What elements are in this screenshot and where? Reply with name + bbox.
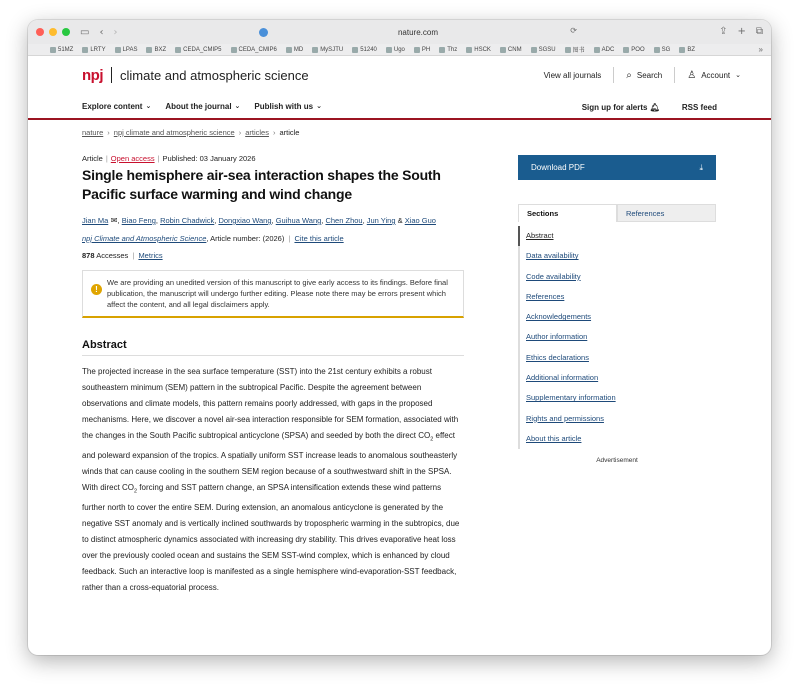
author-list: Jian Ma ✉, Biao Feng, Robin Chadwick, Dongxiao Wang, Guihua Wang, Chen Zhou, Jun Ying & Xiao Guo — [82, 216, 436, 225]
bookmark-favicon-icon — [565, 47, 571, 53]
sidebar-toggle-icon[interactable]: ▭ — [80, 26, 90, 38]
bookmark-favicon-icon — [175, 47, 181, 53]
section-link[interactable]: Abstract — [518, 226, 716, 246]
author-link[interactable]: Biao Feng — [121, 216, 156, 225]
address-bar-url: nature.com — [397, 27, 439, 37]
view-all-journals-link[interactable]: View all journals — [543, 70, 602, 80]
bookmark-label: MySJTU — [320, 46, 344, 53]
download-pdf-button[interactable] — [518, 155, 716, 180]
sections-list — [518, 226, 716, 449]
bookmark-item[interactable] — [175, 47, 221, 53]
section-link[interactable]: References — [526, 291, 565, 301]
article-title: Single hemisphere air-sea interaction shapes the South Pacific surface warming and wind change — [82, 167, 441, 202]
bookmark-label: MD — [293, 46, 304, 53]
bookmark-label: PH — [421, 46, 431, 53]
author-link[interactable]: Dongxiao Wang — [218, 216, 272, 225]
bookmark-label: CNM — [507, 46, 522, 53]
breadcrumb-articles[interactable]: articles — [245, 128, 269, 137]
bookmark-favicon-icon — [654, 47, 660, 53]
bookmark-item[interactable] — [500, 47, 522, 53]
section-link[interactable]: Rights and permissions — [526, 413, 604, 423]
bookmark-label: BZ — [687, 46, 695, 53]
header-divider — [674, 67, 675, 83]
bookmark-item[interactable] — [531, 47, 556, 53]
section-link[interactable]: Ethics declarations — [526, 352, 589, 362]
nav-about-label: About the journal — [165, 101, 232, 111]
bookmark-favicon-icon — [531, 47, 537, 53]
section-link[interactable]: Author information — [526, 332, 588, 342]
bookmark-favicon-icon — [466, 47, 472, 53]
metrics-divider: | — [132, 251, 135, 260]
address-bar[interactable] — [253, 24, 583, 40]
bookmark-favicon-icon — [115, 47, 121, 53]
alerts-label: Sign up for alerts — [581, 103, 648, 112]
back-icon[interactable]: ‹ — [99, 26, 104, 38]
browser-titlebar — [28, 20, 771, 44]
nav-explore-label: Explore content — [82, 101, 143, 111]
breadcrumb-separator: › — [272, 128, 276, 137]
shield-icon — [259, 28, 268, 37]
bookmarks-overflow-icon[interactable]: » — [758, 45, 763, 54]
abstract-part-3: forcing and SST pattern change, an SPSA intensification extends these wind patterns further north to cover the entire SEM. During extension, an anomalous anticyclone is generated by the negative SST anomaly and is vertically inclined southwards by tropospheric warming in the subtropics, due to distinct atmospheric dynamics associated with increasing dry stability. This drives evaporative heat loss over the previously cooled ocean and sustains the SEM SST-wind complex, which is enhanced by cloud feedback. Such an interactive loop is manifested as a single hemisphere wind-evaporation-SST feedback, rather than a cross-equatorial process. — [82, 482, 460, 592]
published-date: Published: 03 January 2026 — [162, 154, 256, 163]
bookmark-favicon-icon — [500, 47, 506, 53]
bookmark-label: SG — [661, 46, 671, 53]
breadcrumb-journal[interactable]: npj climate and atmospheric science — [113, 128, 235, 137]
article-metrics — [82, 251, 464, 260]
site-header — [28, 56, 771, 94]
bookmark-label: 图书 — [572, 48, 585, 54]
bookmark-favicon-icon — [82, 47, 88, 53]
browser-toolbar-right — [719, 26, 763, 37]
breadcrumb-separator: › — [107, 128, 110, 137]
download-icon: ⤓ — [699, 162, 703, 172]
bookmark-item[interactable] — [82, 47, 105, 53]
sections-tabs — [518, 204, 716, 222]
bookmark-label: CEDA_CMIP6 — [238, 46, 277, 53]
sign-up-alerts-link[interactable] — [582, 103, 660, 112]
section-link[interactable]: Supplementary information — [526, 393, 616, 403]
citation-line — [82, 234, 464, 243]
bookmark-item[interactable] — [466, 47, 491, 53]
bookmark-item[interactable] — [594, 47, 615, 53]
search-icon: ⌕ — [626, 69, 632, 81]
header-actions — [544, 67, 741, 83]
bookmark-item[interactable] — [439, 47, 457, 53]
forward-icon[interactable]: › — [113, 26, 118, 38]
bookmark-label: 51240 — [360, 46, 377, 53]
cite-divider: | — [288, 234, 291, 243]
chevron-down-icon: ⌄ — [316, 102, 322, 110]
breadcrumb-separator: › — [238, 128, 242, 137]
nav-right — [582, 103, 717, 112]
nav-publish-with-us[interactable] — [254, 102, 322, 111]
bookmark-label: LRTY — [90, 46, 106, 53]
account-label: Account — [701, 70, 731, 80]
chevron-down-icon: ⌄ — [735, 71, 741, 79]
accesses-count: 878 — [82, 251, 95, 260]
author-link[interactable]: Guihua Wang — [275, 216, 322, 225]
npj-logo[interactable]: npj — [82, 66, 103, 84]
rss-feed-link[interactable]: RSS feed — [681, 103, 717, 112]
nav-explore-content[interactable] — [82, 102, 151, 111]
search-button[interactable] — [626, 70, 662, 81]
bookmark-label: BXZ — [154, 46, 167, 53]
bookmark-item[interactable] — [312, 47, 343, 53]
bookmark-label: CEDA_CMIP5 — [183, 46, 222, 53]
journal-name[interactable]: climate and atmospheric science — [120, 67, 309, 83]
bookmark-item[interactable] — [654, 47, 671, 53]
bookmark-label: ADC — [601, 46, 615, 53]
warning-icon: ! — [91, 284, 102, 295]
bookmark-favicon-icon — [231, 47, 237, 53]
advertisement-label: Advertisement — [596, 457, 638, 465]
bookmark-label: HSCK — [474, 46, 491, 53]
article-type: Article — [82, 154, 103, 163]
bookmark-item[interactable] — [231, 47, 277, 53]
bookmark-label: LPAS — [122, 46, 138, 53]
bookmark-item[interactable] — [679, 47, 695, 53]
search-label: Search — [636, 70, 663, 80]
abstract-text — [82, 364, 464, 596]
article-sidebar — [518, 155, 716, 464]
bookmark-label: POO — [631, 46, 645, 53]
tab-overview-icon[interactable]: ⧉ — [755, 26, 763, 37]
author-link[interactable]: Chen Zhou — [325, 216, 363, 225]
accesses-label: Accesses — [96, 251, 129, 260]
minimize-window-button[interactable] — [49, 28, 57, 36]
bookmark-label: Ugo — [393, 46, 405, 53]
breadcrumb-home[interactable]: nature — [82, 128, 104, 137]
author-link[interactable]: Xiao Guo — [404, 216, 436, 225]
section-link[interactable]: Data availability — [526, 251, 579, 261]
bookmark-item[interactable] — [565, 45, 585, 54]
reload-icon[interactable]: ⟳ — [570, 26, 577, 35]
co2-subscript: 2 — [430, 436, 434, 443]
early-access-notice — [82, 270, 464, 318]
close-window-button[interactable] — [36, 28, 44, 36]
main-nav — [28, 94, 771, 120]
bookmark-favicon-icon — [594, 47, 600, 53]
bookmark-label: Thz — [447, 46, 458, 53]
author-link[interactable]: Robin Chadwick — [160, 216, 215, 225]
section-link[interactable]: Additional information — [526, 373, 599, 383]
metrics-link[interactable]: Metrics — [138, 251, 163, 260]
bookmark-favicon-icon — [679, 47, 685, 53]
notice-text: We are providing an unedited version of this manuscript to give early access to its findings. Before final publication, the manuscript will undergo further editing. Please note there may be errors present which affect the content, and all legal disclaimers apply. — [107, 278, 448, 309]
open-access-badge[interactable]: Open access — [110, 154, 155, 163]
bookmarks-bar — [28, 44, 771, 56]
journal-citation-link[interactable]: npj Climate and Atmospheric Science — [82, 234, 207, 243]
chevron-down-icon: ⌄ — [145, 102, 152, 110]
bookmark-item[interactable] — [286, 47, 303, 53]
bookmark-item[interactable] — [623, 47, 644, 53]
bookmark-favicon-icon — [386, 47, 392, 53]
bookmark-item[interactable] — [352, 47, 377, 53]
meta-divider: | — [105, 154, 108, 163]
section-link[interactable]: Code availability — [526, 271, 581, 281]
window-controls — [36, 28, 70, 36]
bell-icon: 🔔︎ — [649, 103, 660, 112]
bookmark-favicon-icon — [352, 47, 358, 53]
breadcrumb — [82, 128, 299, 137]
nav-publish-label: Publish with us — [254, 101, 314, 111]
chevron-down-icon: ⌄ — [234, 102, 241, 110]
bookmark-item[interactable] — [414, 47, 430, 53]
email-icon[interactable]: ✉ — [108, 216, 118, 225]
section-link[interactable]: About this article — [526, 433, 582, 443]
account-button[interactable] — [687, 70, 741, 81]
zoom-window-button[interactable] — [62, 28, 70, 36]
share-icon[interactable]: ⇪ — [719, 26, 728, 37]
article-main — [82, 154, 464, 596]
breadcrumb-current: article — [279, 128, 300, 137]
browser-window — [28, 20, 771, 655]
tab-references[interactable]: References — [617, 204, 716, 222]
bookmark-label: SGSU — [538, 46, 556, 53]
tab-sections[interactable]: Sections — [518, 204, 617, 222]
bookmark-favicon-icon — [50, 47, 56, 53]
bookmark-favicon-icon — [312, 47, 318, 53]
user-icon: ♙ — [687, 69, 697, 81]
abstract-heading: Abstract — [82, 339, 464, 356]
co2-subscript: 2 — [134, 488, 138, 495]
bookmark-item[interactable] — [386, 47, 405, 53]
new-tab-icon[interactable]: + — [737, 26, 746, 37]
cite-this-article-link[interactable]: Cite this article — [294, 234, 344, 243]
bookmark-favicon-icon — [623, 47, 629, 53]
bookmark-item[interactable] — [50, 47, 73, 53]
bookmark-label: 51MZ — [58, 46, 74, 53]
author-link[interactable]: Jun Ying — [366, 216, 396, 225]
nav-about-journal[interactable] — [165, 102, 240, 111]
header-divider — [613, 67, 614, 83]
download-pdf-label: Download PDF — [531, 163, 585, 172]
meta-divider: | — [157, 154, 160, 163]
abstract-part-1: The projected increase in the sea surface temperature (SST) into the 21st century exhibits a robust southeastern minimum (SEM) pattern in the subtropical Pacific. Despite the agreement between observations and climate models, this pattern remains poorly addressed, with gaps in the proposed mechanisms. Here, we discover a novel air-sea interaction responsible for SEM formation, associated with the changes in the South Pacific subtropical anticyclone (SPSA) and seeded by both the direct CO — [82, 367, 459, 440]
article-meta — [82, 154, 464, 163]
logo-divider — [111, 67, 112, 83]
abstract-part-2: effect and poleward expansion of the tropics. A spatially uniform SST increase leads to anomalous southeasterly winds that can cause cooling in the southern SEM region because of a southwestward shift in the SPSA. With direct CO — [82, 430, 458, 492]
section-link[interactable]: Acknowledgements — [526, 312, 592, 322]
bookmark-favicon-icon — [146, 47, 152, 53]
bookmark-favicon-icon — [414, 47, 420, 53]
bookmark-favicon-icon — [439, 47, 445, 53]
article-number: , Article number: (2026) — [206, 234, 285, 243]
author-link[interactable]: Jian Ma — [82, 216, 109, 225]
bookmark-favicon-icon — [286, 47, 292, 53]
bookmark-item[interactable] — [146, 47, 166, 53]
bookmark-item[interactable] — [115, 47, 138, 53]
